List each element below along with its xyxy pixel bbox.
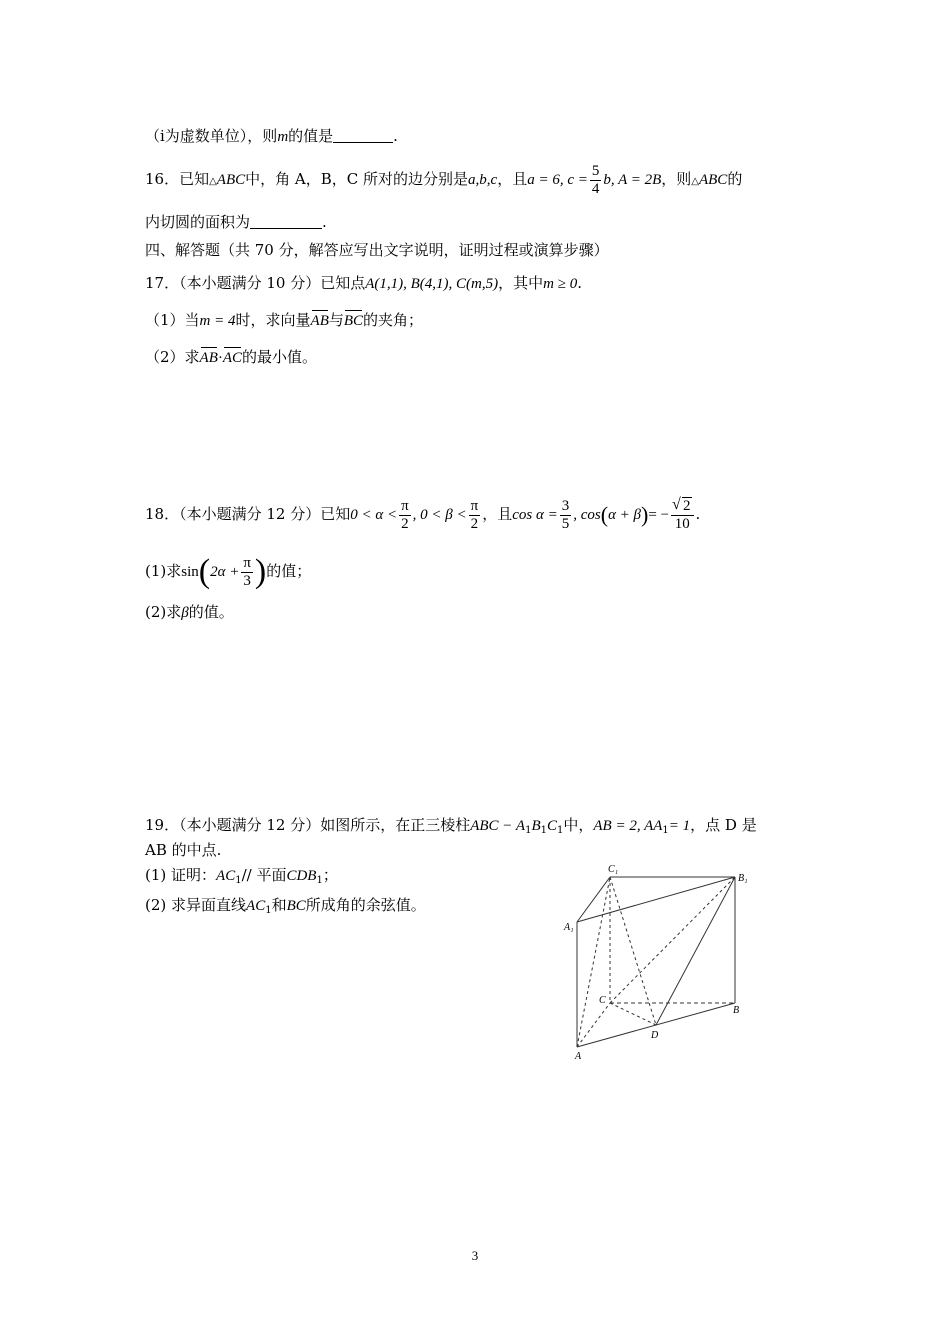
answer-blank bbox=[333, 128, 393, 143]
q17-p1-cond: m = 4 bbox=[199, 313, 236, 329]
q16-number: 16．已知 bbox=[145, 170, 210, 188]
q17-p1-d: 的夹角； bbox=[363, 311, 424, 329]
q16-abc: ABC bbox=[698, 172, 728, 188]
beta-symbol: β bbox=[181, 605, 189, 621]
q17-p1-c: 与 bbox=[328, 311, 344, 329]
q19-line2: AB 的中点. bbox=[145, 841, 222, 859]
frac-num: 3 bbox=[561, 497, 570, 514]
label-b: B bbox=[733, 1005, 740, 1016]
subscript: 1 bbox=[316, 875, 323, 886]
q18-p1-b: 的值； bbox=[266, 562, 312, 580]
q17-p1-b: 时，求向量 bbox=[235, 311, 311, 329]
q19-prism-c: C bbox=[546, 818, 557, 834]
frac-num bbox=[671, 498, 694, 516]
q16-text2: ，且 bbox=[497, 170, 528, 188]
q18-p2-b: 的值。 bbox=[188, 603, 234, 621]
q19-head: 19．（本小题满分 12 分）如图所示，在正三棱柱 bbox=[145, 816, 471, 834]
var-m: m bbox=[277, 129, 289, 145]
q19-part1 bbox=[145, 865, 338, 891]
sqrt2-over-10 bbox=[671, 498, 694, 533]
dot-operator: · bbox=[217, 350, 223, 366]
label-c: C bbox=[599, 995, 606, 1006]
q16-line2 bbox=[145, 212, 327, 232]
q19-text1: 中， bbox=[563, 816, 594, 834]
frac-den: 3 bbox=[243, 572, 251, 589]
q18-cond2: , 0 < β < bbox=[412, 507, 467, 523]
vector-ab: AB bbox=[311, 309, 329, 331]
q18-cos-alpha: cos α = bbox=[512, 507, 558, 523]
q19-p1-a: (1) 证明： bbox=[145, 866, 217, 884]
q18-line1 bbox=[145, 494, 700, 535]
edge-a-c1 bbox=[577, 877, 610, 1047]
edge-a-c bbox=[577, 1003, 610, 1047]
q17-cond: m ≥ 0 bbox=[543, 276, 578, 292]
q17-p2-b: 的最小值。 bbox=[242, 348, 318, 366]
q16-line1 bbox=[145, 162, 742, 199]
q16-abc: ABC bbox=[216, 172, 246, 188]
q19-p2-b: 和 bbox=[271, 896, 287, 914]
edge-c-b1 bbox=[610, 877, 735, 1003]
section-four-heading: 四、解答题（共 70 分，解答应写出文字说明，证明过程或演算步骤） bbox=[145, 241, 609, 259]
q18-p2-a: (2)求 bbox=[145, 603, 182, 621]
q16-fraction bbox=[590, 163, 602, 198]
radicand: 2 bbox=[683, 497, 691, 514]
frac-den: 10 bbox=[674, 515, 690, 532]
q18-part2 bbox=[145, 602, 234, 623]
subscript: 1 bbox=[235, 875, 242, 886]
vector-ab: AB bbox=[200, 346, 218, 368]
q18-head: 18．（本小题满分 12 分）已知 bbox=[145, 505, 351, 523]
q17-p1-a: （1）当 bbox=[145, 311, 200, 329]
vector-ac: AC bbox=[223, 346, 242, 368]
q18-text1: ，且 bbox=[482, 505, 513, 523]
q18-arg: 2α + bbox=[210, 564, 240, 580]
q18-p1-a: (1)求 bbox=[145, 562, 182, 580]
prism-figure bbox=[560, 860, 760, 1065]
q19-p1-b: // 平面 bbox=[241, 866, 287, 884]
subscript: 1 bbox=[662, 825, 669, 836]
label-b1: B₁ bbox=[738, 873, 748, 884]
pi-over-three bbox=[241, 555, 253, 590]
q15-text: （i为虚数单位），则 bbox=[145, 127, 278, 145]
sin-fn: sin bbox=[181, 564, 199, 580]
q17-points: A(1,1), B(4,1), C(m,5) bbox=[365, 276, 499, 292]
q17-p2-a: （2）求 bbox=[145, 348, 200, 366]
q16-end: . bbox=[322, 213, 327, 231]
left-paren: ( bbox=[198, 553, 211, 590]
q19-cdb1: CDB bbox=[286, 868, 317, 884]
q19-ac1: AC bbox=[216, 868, 236, 884]
triangle-symbol: △ bbox=[209, 176, 217, 187]
q19-p2-a: (2) 求异面直线 bbox=[145, 896, 247, 914]
frac-num: π bbox=[470, 497, 479, 514]
q18-part1 bbox=[145, 549, 311, 594]
three-fifths bbox=[560, 498, 572, 533]
q17-mid: ，其中 bbox=[498, 274, 544, 292]
edge-a1-c1 bbox=[577, 877, 610, 922]
q17-end: . bbox=[577, 274, 582, 292]
label-d: D bbox=[651, 1030, 659, 1041]
sqrt-symbol bbox=[673, 498, 692, 515]
frac-den: 4 bbox=[591, 180, 600, 197]
right-paren: ) bbox=[254, 553, 267, 590]
q18-cond1: 0 < α < bbox=[350, 507, 398, 523]
frac-num: π bbox=[243, 554, 251, 571]
frac-den: 2 bbox=[470, 515, 479, 532]
q19-prism-b: B bbox=[531, 818, 541, 834]
q16-text4: 的 bbox=[727, 170, 743, 188]
q15-end: . bbox=[393, 127, 398, 145]
edge-a1-b1 bbox=[577, 877, 735, 922]
q19-prism: ABC − A bbox=[470, 818, 526, 834]
subscript: 1 bbox=[557, 825, 564, 836]
pi-over-two bbox=[469, 498, 481, 533]
q16-text3: ，则 bbox=[661, 170, 692, 188]
q16-line2-text: 内切圆的面积为 bbox=[145, 213, 251, 231]
triangle-symbol: △ bbox=[691, 176, 699, 187]
q19-line1 bbox=[145, 815, 757, 841]
q19-cond: AB = 2, AA bbox=[593, 818, 663, 834]
left-paren: ( bbox=[600, 502, 609, 527]
pi-over-two bbox=[399, 498, 411, 533]
frac-num: 5 bbox=[591, 162, 600, 179]
q17-head: 17．（本小题满分 10 分）已知点 bbox=[145, 274, 366, 292]
q19-text2: ，点 D 是 bbox=[690, 816, 757, 834]
edge-c-d bbox=[610, 1003, 656, 1025]
q17-line1 bbox=[145, 273, 582, 294]
right-paren: ) bbox=[641, 502, 649, 527]
q19-p1-end: ； bbox=[322, 866, 338, 884]
q19-bc: BC bbox=[286, 898, 306, 914]
q16-cond-a: a = 6, c = bbox=[527, 172, 588, 188]
q18-alpha-beta: α + β bbox=[608, 507, 642, 523]
label-a: A bbox=[575, 1051, 582, 1062]
q16-text1: 中，角 A，B，C 所对的边分别是 bbox=[245, 170, 469, 188]
q15-tail-line bbox=[145, 126, 398, 147]
q19-cond-end: = 1 bbox=[668, 818, 691, 834]
q16-sides: a,b,c bbox=[468, 172, 498, 188]
q19-part2 bbox=[145, 895, 426, 921]
frac-num: π bbox=[401, 497, 409, 514]
vector-bc: BC bbox=[344, 309, 363, 331]
q15-text-b: 的值是 bbox=[288, 127, 334, 145]
q18-end: . bbox=[695, 505, 701, 523]
q16-cond-b: b, A = 2B bbox=[603, 172, 662, 188]
label-c1: C₁ bbox=[608, 864, 619, 875]
q19-ac1: AC bbox=[246, 898, 266, 914]
q18-cos-ab: , cos bbox=[573, 507, 601, 523]
subscript: 1 bbox=[525, 825, 532, 836]
q18-eq: = − bbox=[648, 507, 670, 523]
page-number: 3 bbox=[471, 1248, 479, 1263]
q19-p2-c: 所成角的余弦值。 bbox=[305, 896, 426, 914]
label-a1: A₁ bbox=[564, 922, 574, 933]
frac-den: 5 bbox=[561, 515, 570, 532]
frac-den: 2 bbox=[401, 515, 409, 532]
subscript: 1 bbox=[265, 905, 272, 916]
q17-part2 bbox=[145, 346, 317, 368]
answer-blank bbox=[250, 214, 322, 229]
q17-part1 bbox=[145, 309, 423, 331]
subscript: 1 bbox=[540, 825, 547, 836]
